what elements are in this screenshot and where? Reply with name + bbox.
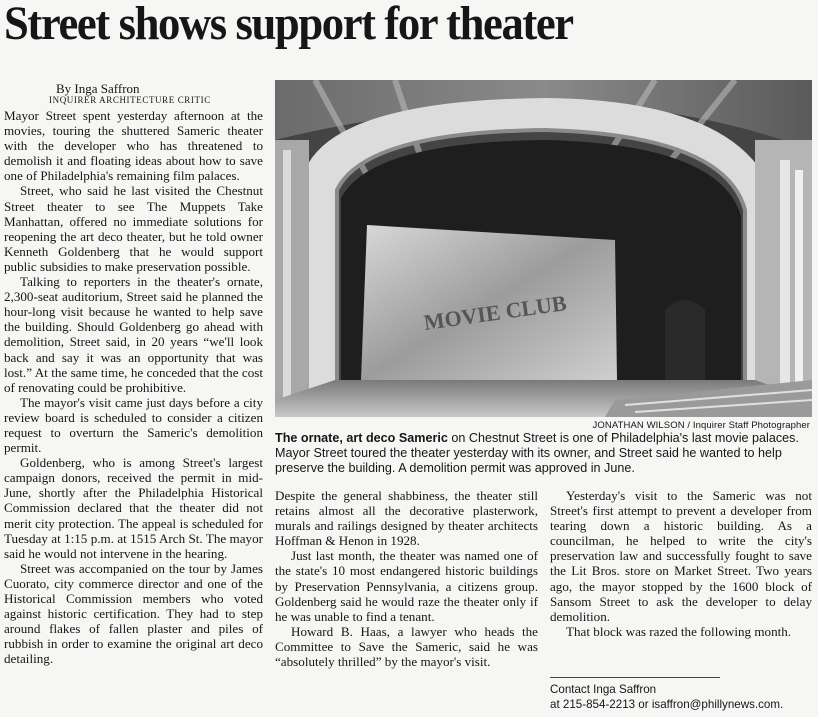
paragraph: Howard B. Haas, a lawyer who heads the Committee to Save the Sameric, said he was “absolutely thrilled” by the mayor's visit. (275, 623, 538, 670)
headline: Street shows support for theater (4, 0, 573, 50)
photo-caption (275, 431, 812, 476)
paragraph: Talking to reporters in the theater's ornate, 2,300-seat auditorium, Street said he planned the hour-long visit because he wanted to help save the building. Should Goldenberg go ahead with demolition, Street said, in 20 years “we'll look back and say it was an opportunity that was lost.” At the same time, he conceded that the cost of renovating could be prohibitive. (4, 274, 263, 395)
divider (550, 677, 720, 678)
paragraph: Street was accompanied on the tour by James Cuorato, city commerce director and one of the Historical Commission members who voted against historic certification. They had to step around flakes of fallen plaster and piles of rubbish in order to examine the original art deco detailing. (4, 560, 263, 667)
caption-text: on Chestnut Street is one of Philadelphia's last movie palaces. Mayor Street toured the theater yesterday with its owner, and Street said he wanted to help preserve the building. A demolition permit was approved in June. (275, 431, 799, 475)
paragraph: Goldenberg, who is among Street's largest campaign donors, received the permit in mid-June, shortly after the Philadelphia Historical Commission declared that the theater did not merit city protection. The appeal is scheduled for Tuesday at 1:15 p.m. at 1515 Arch St. The mayor said he would not intervene in the hearing. (4, 455, 263, 561)
paragraph: Despite the general shabbiness, the theater still retains almost all the decorative plasterwork, murals and railings designed by theater architects Hoffman & Henon in 1928. (275, 488, 538, 549)
byline: By Inga Saffron (56, 81, 140, 96)
byline-title: INQUIRER ARCHITECTURE CRITIC (49, 95, 211, 105)
article-column-1 (4, 108, 263, 666)
screen-text: MOVIE CLUB (422, 290, 568, 335)
caption-lead: The ornate, art deco Sameric (275, 431, 448, 445)
paragraph: Street, who said he last visited the Chestnut Street theater to see The Muppets Take Manhattan, offered no immediate solutions for reopening the art deco theater, but he told owner Kenneth Goldenberg that he would support public subsidies to make preservation possible. (4, 183, 263, 274)
article-column-2 (275, 488, 538, 669)
paragraph: Yesterday's visit to the Sameric was not Street's first attempt to prevent a developer from tearing down a historic building. As a councilman, he helped to write the city's preservation law and successfully fought to save the Lit Bros. store on Market Street. Two years ago, the mayor stopped by the 1600 block of Sansom Street to ask the developer to delay demolition. (550, 488, 812, 624)
paragraph: The mayor's visit came just days before a city review board is scheduled to consider a citizen request to overturn the Sameric's demolition permit. (4, 394, 263, 456)
paragraph: That block was razed the following month. (566, 623, 792, 639)
photo-credit: JONATHAN WILSON / Inquirer Staff Photographer (592, 420, 810, 431)
contact-line: at 215-854-2213 or isaffron@phillynews.com. (550, 698, 784, 711)
article-column-3 (550, 488, 812, 639)
paragraph: Just last month, the theater was named one of the state's 10 most endangered historic buildings by Preservation Pennsylvania, a citizens group. Goldenberg said he would raze the theater only if he was unable to find a tenant. (275, 548, 538, 624)
paragraph: Mayor Street spent yesterday afternoon at the movies, touring the shuttered Sameric theater with the developer who has threatened to demolish it and floating ideas about how to save one of Philadelphia's remaining film palaces. (4, 108, 263, 184)
theater-photo (275, 80, 812, 417)
contact-info (550, 682, 812, 712)
contact-line: Contact Inga Saffron (550, 683, 657, 696)
